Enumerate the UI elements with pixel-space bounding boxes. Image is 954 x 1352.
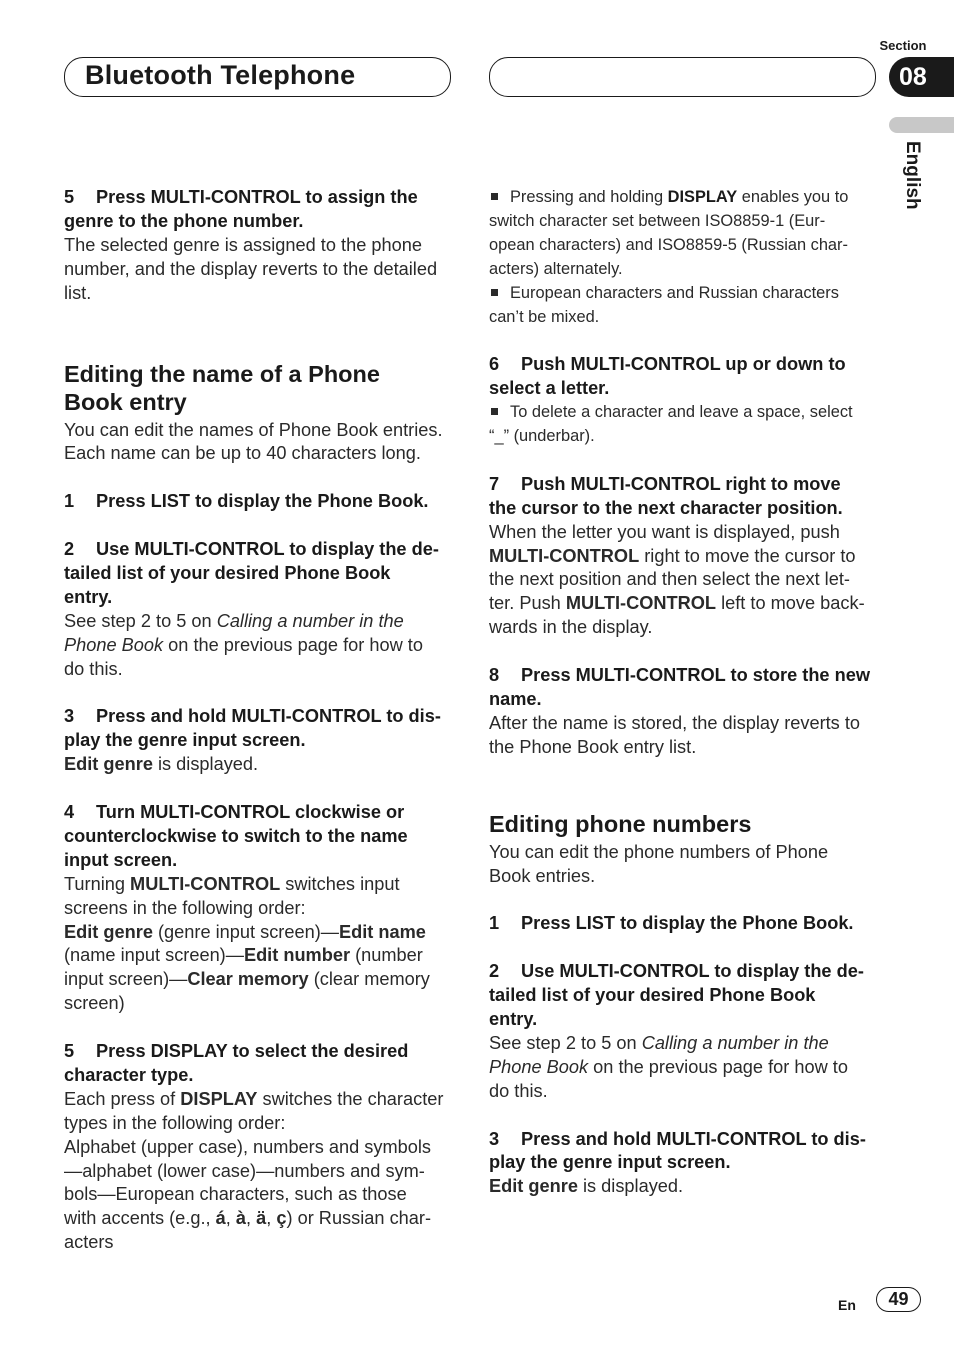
bullet-square-icon [491,289,498,296]
body-text: Edit genre is displayed. [489,1176,684,1197]
step-heading: genre to the phone number. [64,210,304,231]
body-text: do this. [489,1080,548,1101]
body-text: input screen)—Clear memory (clear memory [64,969,430,990]
note-text: acters) alternately. [489,259,623,278]
body-text: MULTI-CONTROL right to move the cursor to [489,545,856,566]
step-heading: entry. [64,586,113,607]
step-heading: 8 Press MULTI-CONTROL to store the new [489,665,870,686]
language-label: English [902,141,923,210]
section-heading: Editing the name of a Phone [64,360,380,387]
bullet-square-icon [491,408,498,415]
body-text: Book entries. [489,865,596,886]
body-text: Phone Book on the previous page for how to [489,1056,848,1077]
page-number: 49 [876,1287,921,1312]
note-item: Pressing and holding DISPLAY enables you to [489,186,877,210]
body-text: Edit genre (genre input screen)—Edit name [64,921,426,942]
body-text: bols—European characters, such as those [64,1184,407,1205]
body-text: with accents (e.g., á, à, ä, ç) or Russian char- [64,1208,432,1229]
body-text: Turning MULTI-CONTROL switches input [64,873,400,894]
body-text: wards in the display. [489,617,653,638]
section-heading: Editing phone numbers [489,810,752,837]
section-heading: Book entry [64,388,187,415]
step-heading: 6 Push MULTI-CONTROL up or down to [489,354,846,375]
section-number-tab: 08 [889,57,954,97]
body-text: number, and the display reverts to the detailed [64,258,438,279]
body-text: The selected genre is assigned to the phone [64,234,422,255]
footer-language-code: En [838,1297,856,1313]
step-heading: the cursor to the next character position. [489,497,843,518]
body-text: ter. Push MULTI-CONTROL left to move back- [489,593,865,614]
body-text: Edit genre is displayed. [64,754,259,775]
body-text: list. [64,282,92,303]
step-heading: 7 Push MULTI-CONTROL right to move [489,473,841,494]
step-heading: 5 Press DISPLAY to select the desired [64,1041,409,1062]
step-heading: input screen. [64,849,178,870]
step-heading: 4 Turn MULTI-CONTROL clockwise or [64,801,405,822]
body-text: You can edit the phone numbers of Phone [489,841,829,862]
body-text: When the letter you want is displayed, push [489,521,840,542]
step-heading: 1 Press LIST to display the Phone Book. [64,491,429,512]
body-text: acters [64,1232,114,1253]
section-label: Section [879,38,927,53]
language-tab [889,117,954,133]
step-heading: select a letter. [489,378,610,399]
note-text: can’t be mixed. [489,307,600,326]
step-heading: play the genre input screen. [64,730,306,751]
note-text: “_” (underbar). [489,427,595,446]
body-text: (name input screen)—Edit number (number [64,945,423,966]
body-text: Phone Book on the previous page for how to [64,634,423,655]
step-heading: 3 Press and hold MULTI-CONTROL to dis- [64,706,441,727]
body-text: You can edit the names of Phone Book entries. [64,419,443,440]
body-text: the Phone Book entry list. [489,736,697,757]
note-text: opean characters) and ISO8859-5 (Russian char- [489,235,848,254]
page-title: Bluetooth Telephone [85,60,356,90]
step-heading: play the genre input screen. [489,1152,731,1173]
step-heading: 2 Use MULTI-CONTROL to display the de- [64,539,439,560]
note-text: switch character set between ISO8859-1 (Eur- [489,211,826,230]
left-column [64,186,454,1255]
step-heading: 1 Press LIST to display the Phone Book. [489,913,854,934]
body-text: Alphabet (upper case), numbers and symbols [64,1136,431,1157]
body-text: do this. [64,658,123,679]
note-item: To delete a character and leave a space, select [489,401,877,425]
body-text: After the name is stored, the display reverts to [489,712,860,733]
body-text: types in the following order: [64,1112,286,1133]
body-text: the next position and then select the next let- [489,569,850,590]
step-heading: name. [489,688,542,709]
body-text: Each press of DISPLAY switches the character [64,1088,444,1109]
step-heading: counterclockwise to switch to the name [64,825,408,846]
step-heading: entry. [489,1009,538,1030]
note-item: European characters and Russian characters [489,282,877,306]
step-heading: 5 Press MULTI-CONTROL to assign the [64,187,418,207]
body-text: screens in the following order: [64,897,306,918]
body-text: Each name can be up to 40 characters long. [64,443,421,464]
step-heading: tailed list of your desired Phone Book [64,562,391,583]
body-text: —alphabet (lower case)—numbers and sym- [64,1160,425,1181]
step-heading: tailed list of your desired Phone Book [489,985,816,1006]
bullet-square-icon [491,193,498,200]
body-text: screen) [64,993,125,1014]
step-heading: 2 Use MULTI-CONTROL to display the de- [489,961,864,982]
body-text: See step 2 to 5 on Calling a number in the [489,1032,829,1053]
step-heading: character type. [64,1064,194,1085]
step-heading: 3 Press and hold MULTI-CONTROL to dis- [489,1128,866,1149]
page-title-frame [64,57,451,97]
header-blank-frame [489,57,876,97]
right-column [489,186,877,1199]
body-text: See step 2 to 5 on Calling a number in the [64,610,404,631]
